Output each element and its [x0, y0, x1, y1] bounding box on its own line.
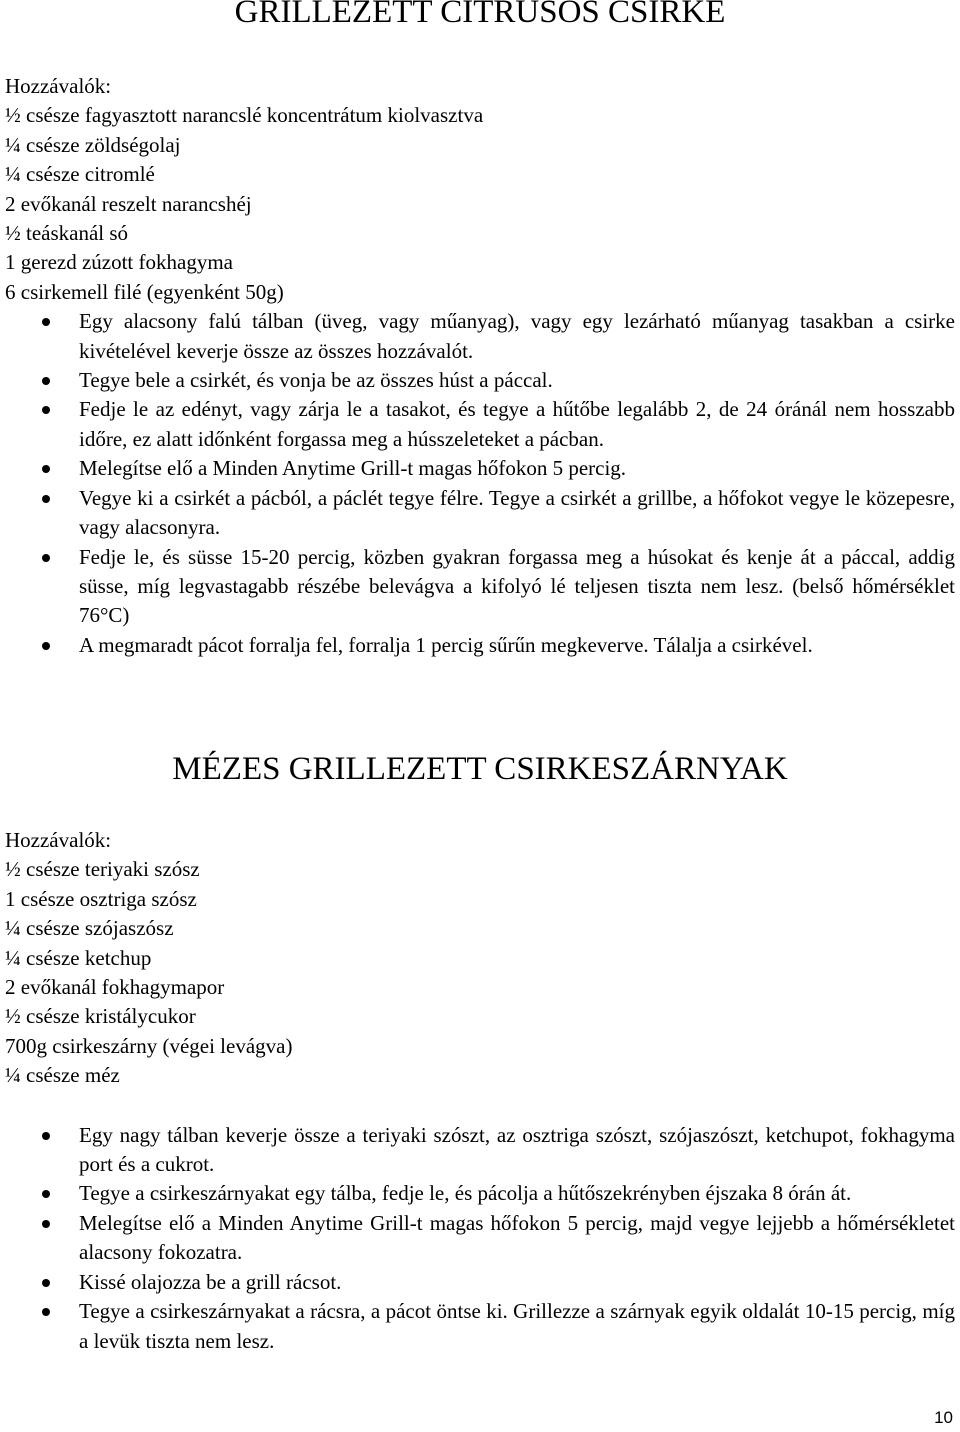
- recipe2-step-list: [5, 1121, 955, 1356]
- ingredient-item: 2 evőkanál fokhagymapor: [5, 975, 225, 1000]
- ingredient-item: ¼ csésze citromlé: [5, 162, 155, 187]
- step-item: Fedje le az edényt, vagy zárja le a tasakot, és tegye a hűtőbe legalább 2, de 24 óránál nem hosszabb időre, ez alatt időnként forgassa meg a hússzeleteket a pácban.: [5, 395, 955, 454]
- step-item: Kissé olajozza be a grill rácsot.: [5, 1268, 955, 1297]
- recipe2-title: MÉZES GRILLEZETT CSIRKESZÁRNYAK: [172, 751, 788, 787]
- ingredient-item: 1 csésze osztriga szósz: [5, 886, 197, 911]
- step-item: Melegítse elő a Minden Anytime Grill-t magas hőfokon 5 percig, majd vegye lejjebb a hőmérsékletet alacsony fokozatra.: [5, 1209, 955, 1268]
- recipe1-section: [5, 72, 955, 660]
- step-item: A megmaradt pácot forralja fel, forralja 1 percig sűrűn megkeverve. Tálalja a csirkével.: [5, 631, 955, 660]
- step-item: Vegye ki a csirkét a pácból, a páclét tegye félre. Tegye a csirkét a grillbe, a hőfokot vegye le közepesre, vagy alacsonyra.: [5, 484, 955, 543]
- recipe1-title: GRILLEZETT CITRUSOS CSIRKE: [234, 0, 726, 30]
- recipe1-ingredients-label: Hozzávalók:: [5, 74, 112, 98]
- step-item: Egy alacsony falú tálban (üveg, vagy műanyag), vagy egy lezárható műanyag tasakban a csirke kivételével keverje össze az összes hozzávalót.: [5, 307, 955, 366]
- ingredient-item: ¼ csésze méz: [5, 1063, 120, 1088]
- page-number: 10: [934, 1408, 953, 1427]
- ingredient-item: ½ csésze teriyaki szósz: [5, 857, 200, 882]
- step-item: Tegye bele a csirkét, és vonja be az összes húst a páccal.: [5, 366, 955, 395]
- ingredient-item: 1 gerezd zúzott fokhagyma: [5, 250, 233, 275]
- step-item: Tegye a csirkeszárnyakat a rácsra, a pácot öntse ki. Grillezze a szárnyak egyik oldalát 10-15 percig, míg a levük tiszta nem lesz.: [5, 1297, 955, 1356]
- recipe2-section: [5, 826, 955, 1356]
- ingredient-item: 700g csirkeszárny (végei levágva): [5, 1033, 293, 1058]
- recipe1-ingredient-list: [5, 101, 955, 307]
- ingredient-item: ¼ csésze zöldségolaj: [5, 132, 181, 157]
- ingredient-item: 6 csirkemell filé (egyenként 50g): [5, 279, 284, 304]
- ingredient-item: ¼ csésze ketchup: [5, 945, 152, 970]
- ingredient-item: ½ csésze kristálycukor: [5, 1004, 196, 1029]
- ingredient-item: 2 evőkanál reszelt narancshéj: [5, 191, 252, 216]
- step-item: Egy nagy tálban keverje össze a teriyaki szószt, az osztriga szószt, szójaszószt, ketchupot, fokhagyma port és a cukrot.: [5, 1121, 955, 1180]
- ingredient-item: ¼ csésze szójaszósz: [5, 916, 174, 941]
- recipe2-ingredients-label: Hozzávalók:: [5, 828, 112, 852]
- step-item: Melegítse elő a Minden Anytime Grill-t magas hőfokon 5 percig.: [5, 454, 955, 483]
- ingredient-item: ½ teáskanál só: [5, 221, 129, 246]
- step-item: Fedje le, és süsse 15-20 percig, közben gyakran forgassa meg a húsokat és kenje át a páccal, addig süsse, míg legvastagabb részébe belevágva a kifolyó lé teljesen tiszta nem lesz. (belső hőmérséklet 76°C): [5, 543, 955, 631]
- ingredient-item: ½ csésze fagyasztott narancslé koncentrátum kiolvasztva: [5, 103, 484, 128]
- step-item: Tegye a csirkeszárnyakat egy tálba, fedje le, és pácolja a hűtőszekrényben éjszaka 8 órán át.: [5, 1179, 955, 1208]
- recipe2-ingredient-list: [5, 855, 955, 1090]
- recipe1-step-list: [5, 307, 955, 660]
